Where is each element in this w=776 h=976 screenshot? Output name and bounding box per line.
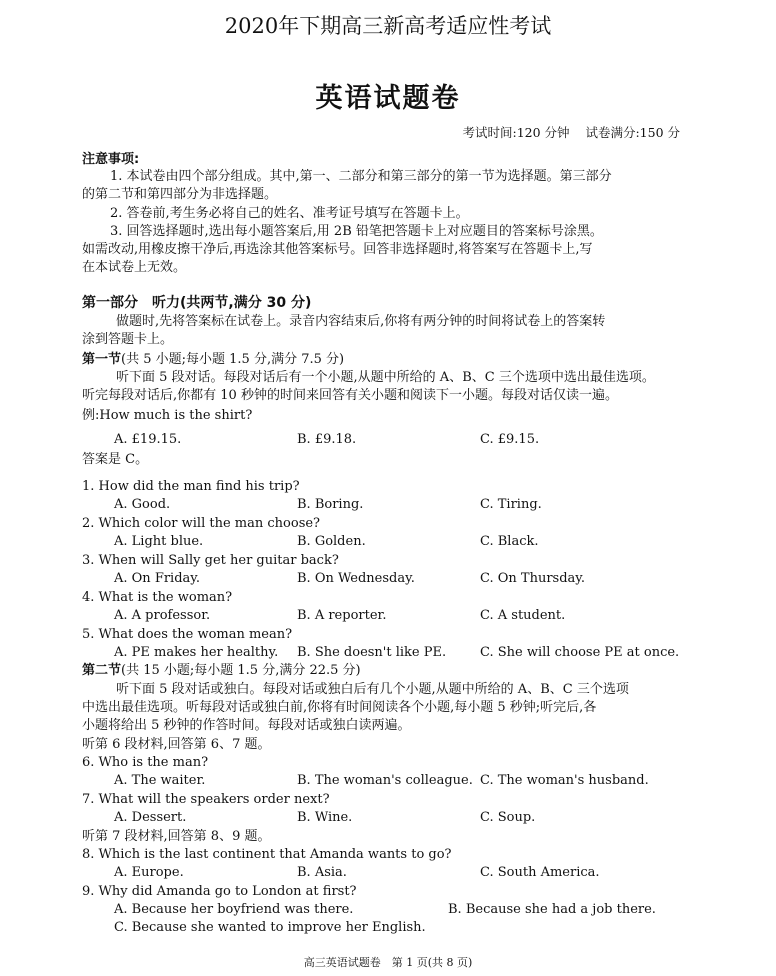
paper-subtitle: 英语试题卷 xyxy=(315,83,461,114)
option-c: C. Soup. xyxy=(480,810,536,825)
question: 7. What will the speakers order next? xyxy=(82,792,330,807)
option-b: B. On Wednesday. xyxy=(297,571,415,586)
option-c: C. Because she wanted to improve her English. xyxy=(114,920,426,935)
example-option-c: C. £9.15. xyxy=(480,432,540,447)
option-c: C. She will choose PE at once. xyxy=(480,645,680,660)
part1-intro-line-1: 做题时,先将答案标在试卷上。录音内容结束后,你将有两分钟的时间将试卷上的答案转 xyxy=(116,314,606,329)
section1-heading-rest: (共 5 小题;每小题 1.5 分,满分 7.5 分) xyxy=(121,352,345,367)
section1-intro-line-1: 听下面 5 段对话。每段对话后有一个小题,从题中所给的 A、B、C 三个选项中选出最佳选项。 xyxy=(116,370,655,385)
option-a: A. Because her boyfriend was there. xyxy=(114,902,354,917)
option-c: C. On Thursday. xyxy=(480,571,586,586)
example-option-b: B. £9.18. xyxy=(297,432,357,447)
example-answer: 答案是 C。 xyxy=(82,452,149,467)
question: 2. Which color will the man choose? xyxy=(82,516,321,531)
material-7-instruction: 听第 7 段材料,回答第 8、9 题。 xyxy=(82,829,271,844)
section2-intro-line-1: 听下面 5 段对话或独白。每段对话或独白后有几个小题,从题中所给的 A、B、C 三个选项 xyxy=(116,682,629,697)
example-question: 例:How much is the shirt? xyxy=(82,408,253,423)
exam-title: 2020年下期高三新高考适应性考试 xyxy=(224,14,552,38)
note-1-line-1: 1. 本试卷由四个部分组成。其中,第一、二部分和第三部分的第一节为选择题。第三部分 xyxy=(110,169,612,184)
part1-intro-line-2: 涂到答题卡上。 xyxy=(82,332,174,347)
section1-heading xyxy=(82,351,344,368)
option-b: B. Golden. xyxy=(297,534,366,549)
note-1-line-2: 的第二节和第四部分为非选择题。 xyxy=(82,187,278,202)
exam-score: 试卷满分:150 分 xyxy=(585,125,680,140)
section2-intro-line-2: 中选出最佳选项。听每段对话或独白前,你将有时间阅读各个小题,每小题 5 秒钟;听完后,各 xyxy=(82,700,597,715)
option-a: A. Light blue. xyxy=(114,534,204,549)
question: 6. Who is the man? xyxy=(82,755,209,770)
example-option-a: A. £19.15. xyxy=(114,432,182,447)
option-a: A. The waiter. xyxy=(114,773,206,788)
option-a: A. Dessert. xyxy=(114,810,187,825)
option-c: C. Black. xyxy=(480,534,539,549)
note-3-line-2: 如需改动,用橡皮擦干净后,再选涂其他答案标号。回答非选择题时,将答案写在答题卡上,写 xyxy=(82,242,593,257)
option-b: B. Wine. xyxy=(297,810,353,825)
option-b: B. Asia. xyxy=(297,865,347,880)
section2-label: 第二节 xyxy=(82,663,122,678)
option-c: C. South America. xyxy=(480,865,600,880)
note-3-line-1: 3. 回答选择题时,选出每小题答案后,用 2B 铅笔把答题卡上对应题目的答案标号涂黑。 xyxy=(110,224,603,239)
section2-heading-rest: (共 15 小题;每小题 1.5 分,满分 22.5 分) xyxy=(121,663,361,678)
option-a: A. PE makes her healthy. xyxy=(114,645,279,660)
material-6-instruction: 听第 6 段材料,回答第 6、7 题。 xyxy=(82,737,271,752)
section2-heading xyxy=(82,662,361,679)
option-b: B. She doesn't like PE. xyxy=(297,645,447,660)
exam-time: 考试时间:120 分钟 xyxy=(462,125,570,140)
option-a: A. Good. xyxy=(114,497,171,512)
option-c: C. The woman's husband. xyxy=(480,773,649,788)
note-3-line-3: 在本试卷上无效。 xyxy=(82,260,187,275)
question: 5. What does the woman mean? xyxy=(82,627,293,642)
part1-heading: 第一部分 听力(共两节,满分 30 分) xyxy=(82,295,312,311)
option-c: C. A student. xyxy=(480,608,566,623)
option-c: C. Tiring. xyxy=(480,497,542,512)
question: 8. Which is the last continent that Amanda wants to go? xyxy=(82,847,452,862)
option-b: B. Boring. xyxy=(297,497,364,512)
page-footer: 高三英语试题卷 第 1 页(共 8 页) xyxy=(303,956,473,969)
question: 9. Why did Amanda go to London at first? xyxy=(82,884,357,899)
section2-intro-line-3: 小题将给出 5 秒钟的作答时间。每段对话或独白读两遍。 xyxy=(82,718,411,733)
option-b: B. Because she had a job there. xyxy=(448,902,656,917)
notes-heading: 注意事项: xyxy=(82,152,140,167)
note-2: 2. 答卷前,考生务必将自己的姓名、准考证号填写在答题卡上。 xyxy=(110,206,469,221)
question: 1. How did the man find his trip? xyxy=(82,479,300,494)
option-a: A. Europe. xyxy=(114,865,184,880)
option-a: A. On Friday. xyxy=(114,571,201,586)
question: 3. When will Sally get her guitar back? xyxy=(82,553,339,568)
option-a: A. A professor. xyxy=(114,608,211,623)
exam-meta xyxy=(463,123,681,141)
section1-intro-line-2: 听完每段对话后,你都有 10 秒钟的时间来回答有关小题和阅读下一小题。每段对话仅读一遍。 xyxy=(82,388,618,403)
option-b: B. A reporter. xyxy=(297,608,387,623)
option-b: B. The woman's colleague. xyxy=(297,773,473,788)
section1-label: 第一节 xyxy=(82,352,122,367)
question: 4. What is the woman? xyxy=(82,590,233,605)
